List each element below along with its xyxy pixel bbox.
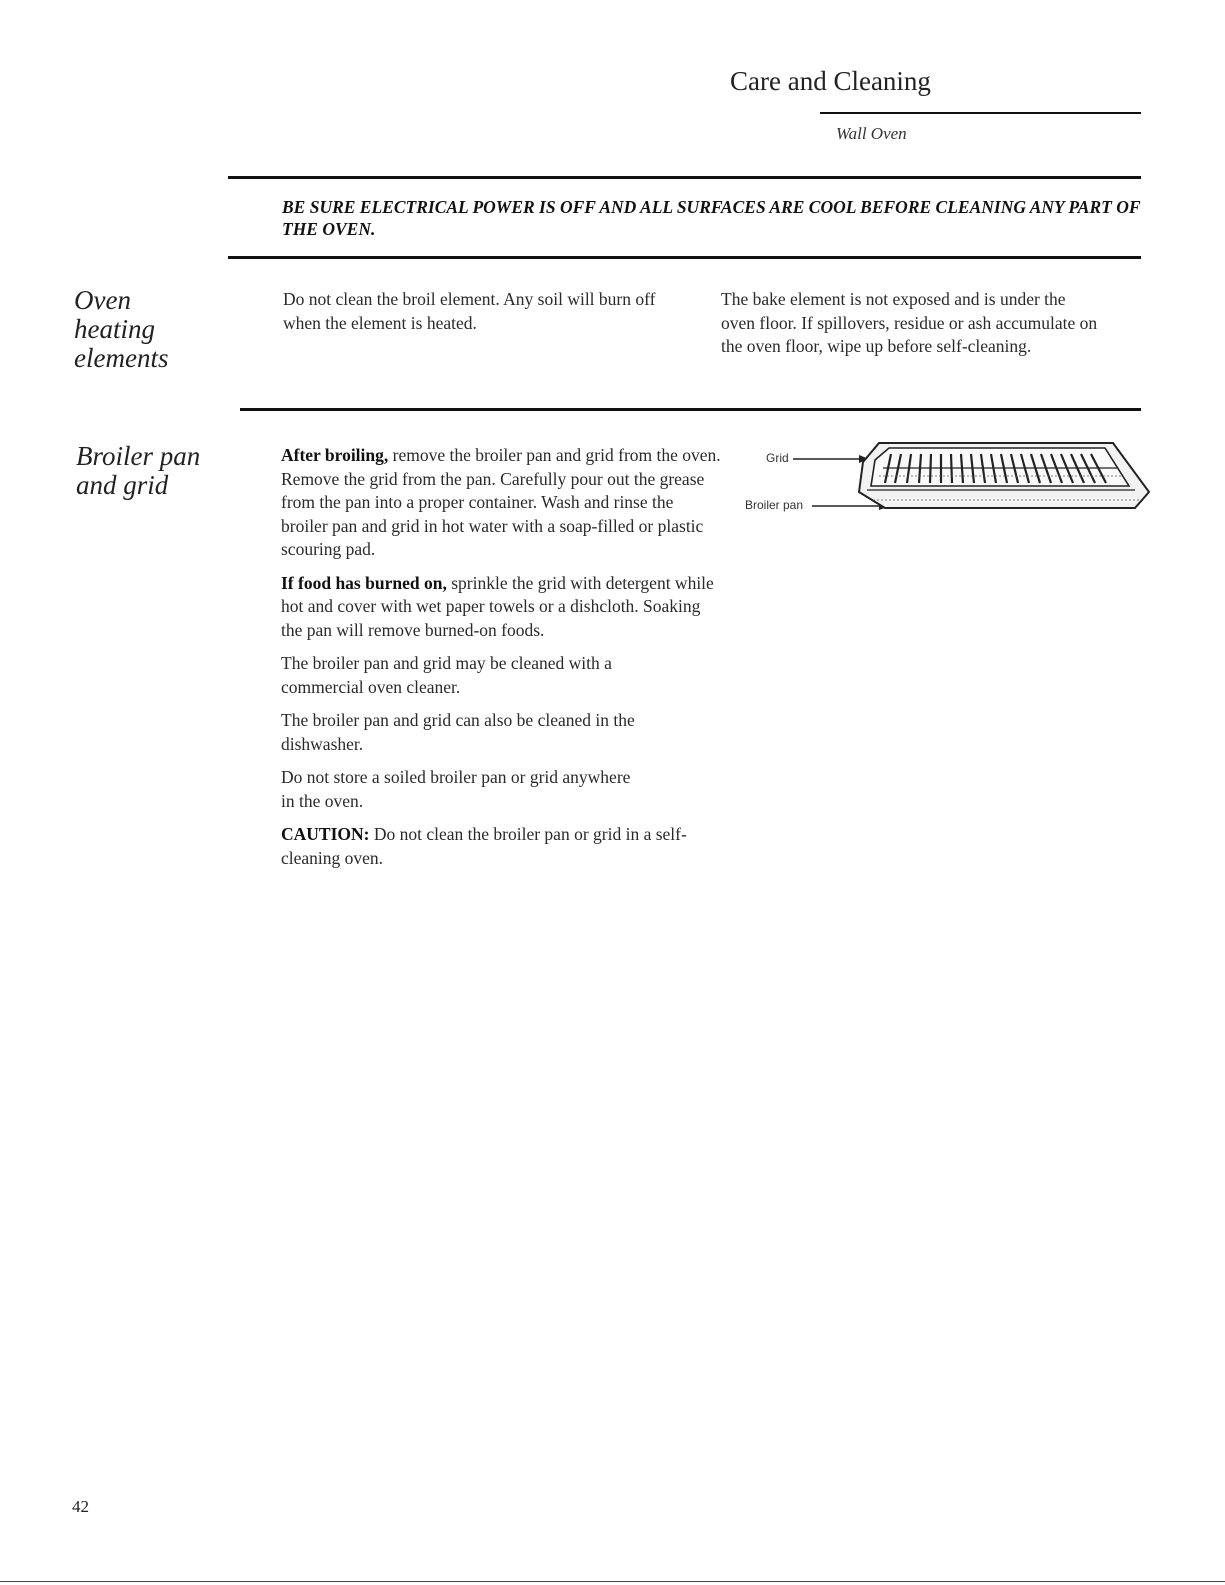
broil-element-text: Do not clean the broil element. Any soil will burn off when the element is heated. bbox=[283, 289, 656, 333]
bold-lead: CAUTION: bbox=[281, 824, 370, 844]
page-bottom-edge bbox=[0, 1581, 1225, 1582]
paragraph-dishwasher: The broiler pan and grid can also be cleaned in the dishwasher. bbox=[281, 710, 635, 754]
paragraph-oven-cleaner: The broiler pan and grid may be cleaned with a commercial oven cleaner. bbox=[281, 653, 612, 697]
section-heading-oven-heating-elements bbox=[74, 286, 168, 373]
bold-lead: If food has burned on, bbox=[281, 572, 447, 593]
broiler-pan-diagram bbox=[745, 440, 1150, 525]
heading-line: Oven bbox=[74, 285, 131, 315]
paragraph-storage: Do not store a soiled broiler pan or grid anywhere in the oven. bbox=[281, 767, 631, 811]
heading-line: and grid bbox=[76, 470, 169, 500]
bold-lead: After broiling, bbox=[281, 445, 389, 465]
page-number: 42 bbox=[72, 1497, 89, 1516]
broiler-pan-illustration-icon bbox=[745, 440, 1150, 525]
safety-warning: BE SURE ELECTRICAL POWER IS OFF AND ALL SURFACES ARE COOL BEFORE CLEANING ANY PART OF THE OVEN. bbox=[282, 197, 1141, 239]
heading-line: heating bbox=[74, 314, 155, 344]
page-subtitle: Wall Oven bbox=[836, 124, 907, 143]
paragraph-after-broiling bbox=[281, 444, 721, 562]
heading-line: Broiler pan bbox=[76, 441, 201, 471]
paragraph-burned-on bbox=[281, 572, 721, 643]
section-heading-broiler-pan-and-grid bbox=[76, 442, 200, 500]
section-divider bbox=[240, 408, 1141, 411]
paragraph-text: Do not clean the broiler pan or grid in a self-cleaning oven. bbox=[281, 824, 687, 868]
broiler-instructions bbox=[281, 444, 721, 880]
grid-label: Grid bbox=[766, 451, 789, 465]
paragraph-text: remove the broiler pan and grid from the oven. Remove the grid from the pan. Carefully pour out the grease from the pan into a proper container. Wash and rinse the broiler pan and grid in hot water with a soap-filled or plastic scouring pad. bbox=[281, 445, 721, 559]
paragraph-text: sprinkle the grid with detergent while hot and cover with wet paper towels or a dishcloth. Soaking the pan will remove burned-on foods. bbox=[281, 572, 714, 640]
warning-top-rule bbox=[228, 176, 1141, 179]
paragraph-caution bbox=[281, 823, 721, 870]
broiler-pan-label: Broiler pan bbox=[745, 498, 804, 512]
bake-element-text: The bake element is not exposed and is under the oven floor. If spillovers, residue or ash accumulate on the oven floor, wipe up before self-cleaning. bbox=[721, 289, 1098, 356]
header-rule bbox=[820, 112, 1141, 114]
heading-line: elements bbox=[74, 343, 169, 373]
warning-bottom-rule bbox=[228, 256, 1141, 259]
page-title: Care and Cleaning bbox=[730, 66, 931, 96]
